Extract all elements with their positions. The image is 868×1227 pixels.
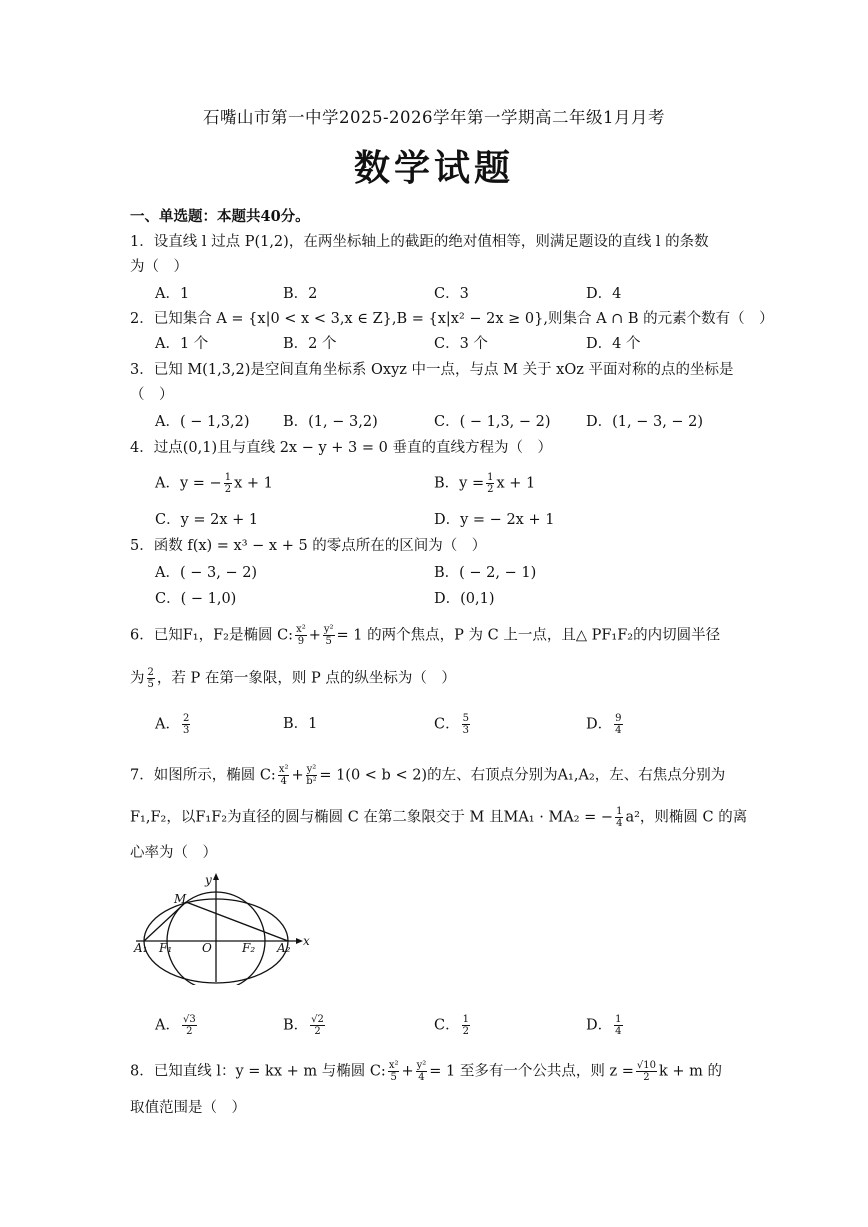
question-8-line-1: [130, 1060, 722, 1083]
fraction-denominator: 3: [182, 725, 190, 736]
option-label: A．: [155, 1017, 180, 1034]
fraction-numerator: 1: [487, 472, 494, 483]
segment-a1-m: [144, 902, 186, 941]
fraction-numerator: 5: [462, 713, 469, 724]
fraction-numerator: 1: [224, 472, 232, 483]
q7-line2-post: a²，则椭圆 C 的离: [625, 809, 748, 826]
fraction-denominator: 2: [487, 484, 494, 495]
fraction-numerator: 2: [147, 667, 154, 678]
fraction-y2-b2: [306, 764, 318, 787]
fraction-denominator: 5: [390, 1072, 397, 1083]
question-2-line-1: 2．已知集合 A = {x|0 < x < 3,x ∈ Z},B = {x|x² − 2x ≥ 0},则集合 A ∩ B 的元素个数有（ ）: [130, 311, 774, 327]
fraction-numerator: 2: [182, 713, 190, 724]
q8-text-pre: 8．已知直线 l：y = kx + m 与椭圆 C:: [130, 1063, 386, 1080]
fraction-denominator: 2: [462, 1026, 469, 1037]
question-3-line-1: 3．已知 M(1,3,2)是空间直角坐标系 Oxyz 中一点，与点 M 关于 xOz 平面对称的点的坐标是: [130, 362, 734, 378]
q6-text-pre: 6．已知F₁，F₂是椭圆 C:: [130, 627, 294, 644]
q2-option-d: D．4 个: [586, 336, 641, 352]
fraction-denominator: 2: [224, 484, 232, 495]
question-5-line-1: 5．函数 f(x) = x³ − x + 5 的零点所在的区间为（ ）: [130, 538, 487, 554]
q4-option-b: [434, 472, 535, 495]
question-6-line-1: [130, 624, 720, 647]
question-3-line-2: （ ）: [130, 387, 174, 403]
label-f1: F₁: [159, 941, 173, 955]
q5-option-a: A．( − 3, − 2): [155, 565, 258, 581]
option-label: C．: [434, 1017, 460, 1034]
x-axis-arrow-icon: [296, 938, 303, 944]
q6-line2-post: ，若 P 在第一象限，则 P 点的纵坐标为（ ）: [156, 670, 456, 687]
option-label: D．: [586, 1017, 613, 1034]
q8-text-mid: = 1 至多有一个公共点，则 z =: [429, 1063, 634, 1080]
q1-option-a: A．1: [155, 286, 190, 302]
q4-option-d: D．y = − 2x + 1: [434, 512, 555, 528]
question-4-line-1: 4．过点(0,1)且与直线 2x − y + 3 = 0 垂直的直线方程为（ ）: [130, 440, 552, 456]
question-1-line-1: 1．设直线 l 过点 P(1,2)，在两坐标轴上的截距的绝对值相等，则满足题设的直线 l 的条数: [130, 234, 709, 250]
q2-option-b: B．2 个: [283, 336, 337, 352]
q6-option-b: [283, 713, 317, 735]
q1-option-c: C．3: [434, 286, 469, 302]
label-o: O: [202, 941, 212, 955]
q4-option-a: [155, 472, 273, 495]
option-label: A．: [155, 716, 180, 733]
fraction-denominator: 2: [186, 1026, 193, 1037]
label-f2: F₂: [242, 941, 256, 955]
q7-line2-pre: F₁,F₂，以F₁F₂为直径的圆与椭圆 C 在第二象限交于 M 且MA₁ · MA₂ = −: [130, 809, 614, 826]
option-label: C．: [434, 716, 460, 733]
fraction-x2-5: [388, 1060, 400, 1083]
q1-option-d: D．4: [586, 286, 622, 302]
fraction-denominator: 2: [643, 1072, 650, 1083]
option-label: B．: [283, 1017, 309, 1034]
fraction-y2-4: [416, 1060, 428, 1083]
question-7-line-3: 心率为（ ）: [130, 845, 217, 861]
fraction-numerator: 1: [616, 806, 623, 817]
fraction-one-half: [486, 472, 494, 495]
label-a1: A₁: [134, 941, 148, 955]
fraction-y2-5: [323, 624, 335, 647]
q6-option-d: [586, 713, 625, 736]
label-x: x: [303, 934, 310, 948]
fraction-numerator: 1: [615, 1014, 622, 1025]
fraction-numerator: y²: [416, 1060, 427, 1071]
fraction-denominator: 3: [462, 725, 469, 736]
q4-option-b-pre: B．y =: [434, 475, 485, 492]
q4-option-b-post: x + 1: [496, 475, 536, 492]
section-heading: 一、单选题：本题共40分。: [130, 208, 310, 225]
q7-text-pre: 7．如图所示，椭圆 C:: [130, 767, 276, 784]
q4-option-a-post: x + 1: [234, 475, 273, 492]
q3-option-d: D．(1, − 3, − 2): [586, 414, 704, 430]
fraction-one-half: [224, 472, 232, 495]
fraction-denominator: 4: [280, 776, 287, 787]
fraction-denominator: 4: [418, 1072, 425, 1083]
fraction-1-4: [615, 806, 623, 829]
fraction-numerator: y²: [306, 764, 317, 775]
question-7-line-2: [130, 806, 747, 829]
q7-option-d: [586, 1014, 625, 1037]
fraction-numerator: x²: [278, 764, 289, 775]
fraction-denominator: b²: [306, 776, 317, 787]
fraction-numerator: x²: [388, 1060, 399, 1071]
plus-sign: +: [291, 767, 304, 784]
q5-option-b: B．( − 2, − 1): [434, 565, 537, 581]
fraction-numerator: √3: [182, 1014, 196, 1025]
q7-option-c: [434, 1014, 472, 1037]
q4-option-a-pre: A．y = −: [155, 475, 222, 492]
option-fraction: [310, 1014, 325, 1037]
question-8-line-2: 取值范围是（ ）: [130, 1100, 246, 1116]
fraction-x2-4: [278, 764, 290, 787]
fraction-numerator: x²: [296, 624, 306, 635]
fraction-2-5: [147, 667, 155, 690]
question-1-line-2: 为（ ）: [130, 259, 188, 275]
fraction-sqrt10-2: [636, 1060, 657, 1083]
q3-option-c: C．( − 1,3, − 2): [434, 414, 551, 430]
q6-text-post: = 1 的两个焦点，P 为 C 上一点，且△ PF₁F₂的内切圆半径: [336, 627, 721, 644]
q7-option-a: [155, 1014, 199, 1037]
fraction-denominator: 2: [314, 1026, 321, 1037]
plus-sign: +: [401, 1063, 414, 1080]
ellipse-figure: [132, 870, 312, 985]
fraction-numerator: √2: [311, 1014, 324, 1025]
q2-option-c: C．3 个: [434, 336, 488, 352]
fraction-numerator: 1: [462, 1014, 469, 1025]
exam-subtitle: 石嘴山市第一中学2025-2026学年第一学期高二年级1月月考: [202, 108, 666, 127]
fraction-numerator: √10: [636, 1060, 657, 1071]
plus-sign: +: [308, 627, 321, 644]
fraction-denominator: 4: [615, 725, 622, 736]
y-axis-arrow-icon: [213, 873, 219, 880]
option-fraction: [182, 1014, 197, 1037]
q7-option-b: [283, 1014, 327, 1037]
option-fraction: [182, 713, 190, 736]
q2-option-a: A．1 个: [155, 336, 209, 352]
fraction-x2-9: [295, 624, 307, 647]
label-y: y: [205, 873, 212, 887]
option-fraction: [614, 1014, 622, 1037]
option-label: D．: [586, 716, 613, 733]
q3-option-a: A．( − 1,3,2): [155, 414, 250, 430]
question-7-line-1: [130, 764, 725, 787]
fraction-numerator: 9: [615, 713, 622, 724]
q5-option-c: C．( − 1,0): [155, 591, 237, 607]
fraction-denominator: 5: [325, 636, 332, 647]
option-label: B．1: [283, 716, 318, 732]
question-6-line-2: [130, 667, 456, 690]
q4-option-c: C．y = 2x + 1: [155, 512, 259, 528]
fraction-numerator: y²: [323, 624, 334, 635]
q6-line2-pre: 为: [130, 670, 145, 687]
option-fraction: [614, 713, 622, 736]
q1-option-b: B．2: [283, 286, 318, 302]
q5-option-d: D．(0,1): [434, 591, 495, 607]
label-m: M: [174, 892, 187, 906]
label-a2: A₂: [277, 941, 291, 955]
q7-text-post: = 1(0 < b < 2)的左、右顶点分别为A₁,A₂，左、右焦点分别为: [319, 767, 726, 784]
q8-text-post: k + m 的: [659, 1063, 723, 1080]
segment-m-a2: [186, 902, 288, 941]
fraction-denominator: 4: [616, 818, 623, 829]
fraction-denominator: 4: [615, 1026, 622, 1037]
q6-option-a: [155, 713, 192, 736]
fraction-denominator: 9: [297, 636, 305, 647]
exam-title: 数学试题: [353, 147, 514, 189]
q3-option-b: B．(1, − 3,2): [283, 414, 378, 430]
option-fraction: [462, 713, 470, 736]
option-fraction: [462, 1014, 470, 1037]
q6-option-c: [434, 713, 472, 736]
fraction-denominator: 5: [147, 679, 154, 690]
